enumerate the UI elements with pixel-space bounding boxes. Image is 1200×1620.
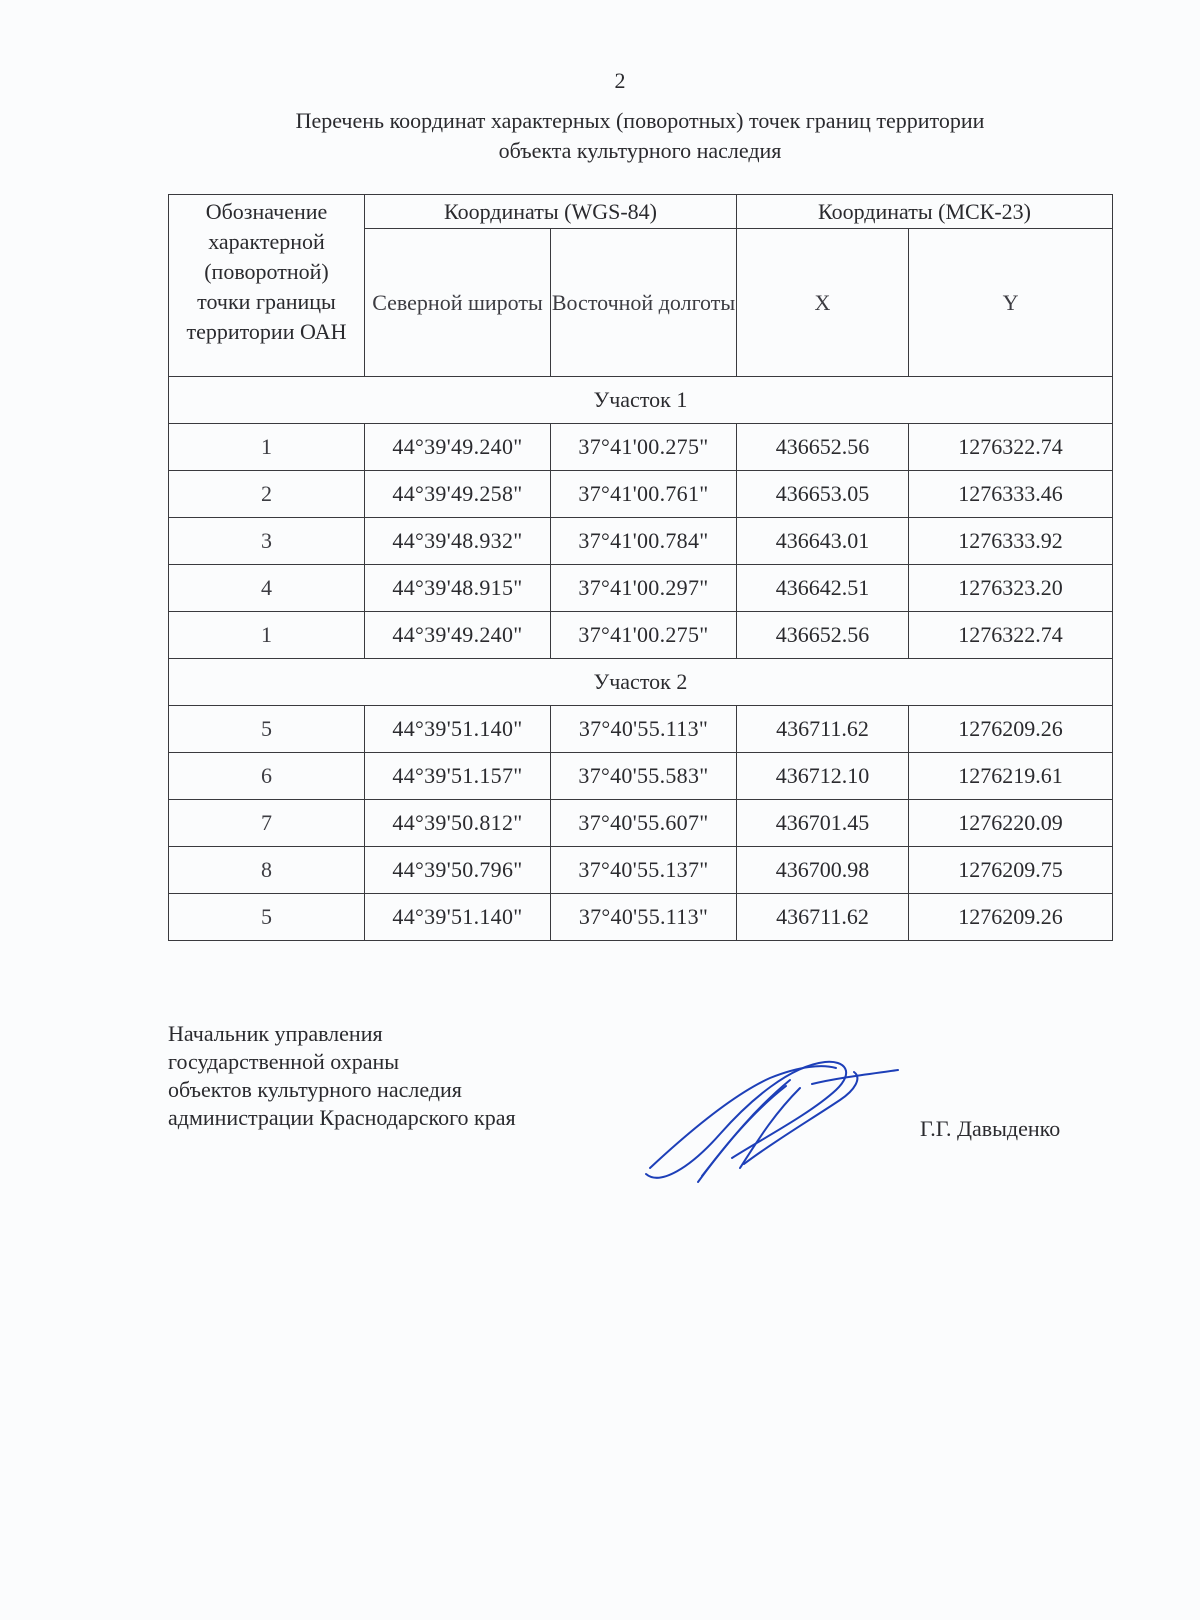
table-row [169,518,1113,565]
table-row [169,753,1113,800]
longitude-cell: 37°40'55.607" [551,800,737,847]
header-x: X [737,229,909,377]
section-title: Участок 2 [169,659,1113,706]
latitude-cell: 44°39'48.915" [365,565,551,612]
latitude-cell: 44°39'51.140" [365,894,551,941]
page-number: 2 [614,68,626,93]
table-row [169,847,1113,894]
header-east-longitude: Восточной долготы [551,229,737,377]
latitude-cell: 44°39'49.258" [365,471,551,518]
x-coordinate-cell: 436711.62 [737,894,909,941]
document-title [160,106,1120,166]
document-title-line-1: Перечень координат характерных (поворотных) точек границ территории [295,108,985,133]
longitude-cell: 37°41'00.761" [551,471,737,518]
header-y: Y [909,229,1113,377]
point-number-cell: 4 [169,565,365,612]
y-coordinate-cell: 1276220.09 [909,800,1113,847]
latitude-cell: 44°39'49.240" [365,424,551,471]
header-north-latitude: Северной широты [365,229,551,377]
coordinates-table [168,194,1113,941]
latitude-cell: 44°39'51.157" [365,753,551,800]
latitude-cell: 44°39'51.140" [365,706,551,753]
x-coordinate-cell: 436700.98 [737,847,909,894]
signatory-position-line: объектов культурного наследия [168,1077,462,1102]
table-row [169,424,1113,471]
table-row [169,471,1113,518]
longitude-cell: 37°41'00.275" [551,612,737,659]
x-coordinate-cell: 436701.45 [737,800,909,847]
point-number-cell: 8 [169,847,365,894]
table-row [169,800,1113,847]
table-row [169,612,1113,659]
point-number-cell: 5 [169,706,365,753]
longitude-cell: 37°40'55.113" [551,894,737,941]
x-coordinate-cell: 436642.51 [737,565,909,612]
table-body [169,377,1113,941]
signatory-position [168,1020,516,1132]
header-point-designation: Обозначение характерной (поворотной) точки границы территории ОАН [169,195,365,377]
x-coordinate-cell: 436652.56 [737,612,909,659]
point-number-cell: 2 [169,471,365,518]
x-coordinate-cell: 436712.10 [737,753,909,800]
longitude-cell: 37°40'55.137" [551,847,737,894]
signatory-name: Г.Г. Давыденко [920,1116,1061,1141]
signatory-position-line: Начальник управления [168,1021,383,1046]
point-number-cell: 5 [169,894,365,941]
table-header [169,195,1113,377]
table-row [169,565,1113,612]
table-row [169,894,1113,941]
longitude-cell: 37°41'00.297" [551,565,737,612]
table-row [169,706,1113,753]
signatory-position-line: администрации Краснодарского края [168,1105,516,1130]
document-title-line-2: объекта культурного наследия [498,138,782,163]
y-coordinate-cell: 1276209.26 [909,706,1113,753]
y-coordinate-cell: 1276209.26 [909,894,1113,941]
longitude-cell: 37°40'55.113" [551,706,737,753]
handwritten-signature [640,1056,900,1186]
section-title: Участок 1 [169,377,1113,424]
header-wgs84: Координаты (WGS-84) [365,195,737,229]
section-row [169,377,1113,424]
header-msk23: Координаты (МСК-23) [737,195,1113,229]
point-number-cell: 1 [169,612,365,659]
section-row [169,659,1113,706]
point-number-cell: 3 [169,518,365,565]
x-coordinate-cell: 436652.56 [737,424,909,471]
point-number-cell: 7 [169,800,365,847]
y-coordinate-cell: 1276323.20 [909,565,1113,612]
longitude-cell: 37°40'55.583" [551,753,737,800]
y-coordinate-cell: 1276209.75 [909,847,1113,894]
y-coordinate-cell: 1276322.74 [909,612,1113,659]
longitude-cell: 37°41'00.275" [551,424,737,471]
latitude-cell: 44°39'49.240" [365,612,551,659]
point-number-cell: 6 [169,753,365,800]
signatory-position-line: государственной охраны [168,1049,400,1074]
y-coordinate-cell: 1276333.46 [909,471,1113,518]
x-coordinate-cell: 436653.05 [737,471,909,518]
y-coordinate-cell: 1276333.92 [909,518,1113,565]
point-number-cell: 1 [169,424,365,471]
x-coordinate-cell: 436643.01 [737,518,909,565]
latitude-cell: 44°39'48.932" [365,518,551,565]
latitude-cell: 44°39'50.812" [365,800,551,847]
longitude-cell: 37°41'00.784" [551,518,737,565]
x-coordinate-cell: 436711.62 [737,706,909,753]
latitude-cell: 44°39'50.796" [365,847,551,894]
y-coordinate-cell: 1276322.74 [909,424,1113,471]
y-coordinate-cell: 1276219.61 [909,753,1113,800]
